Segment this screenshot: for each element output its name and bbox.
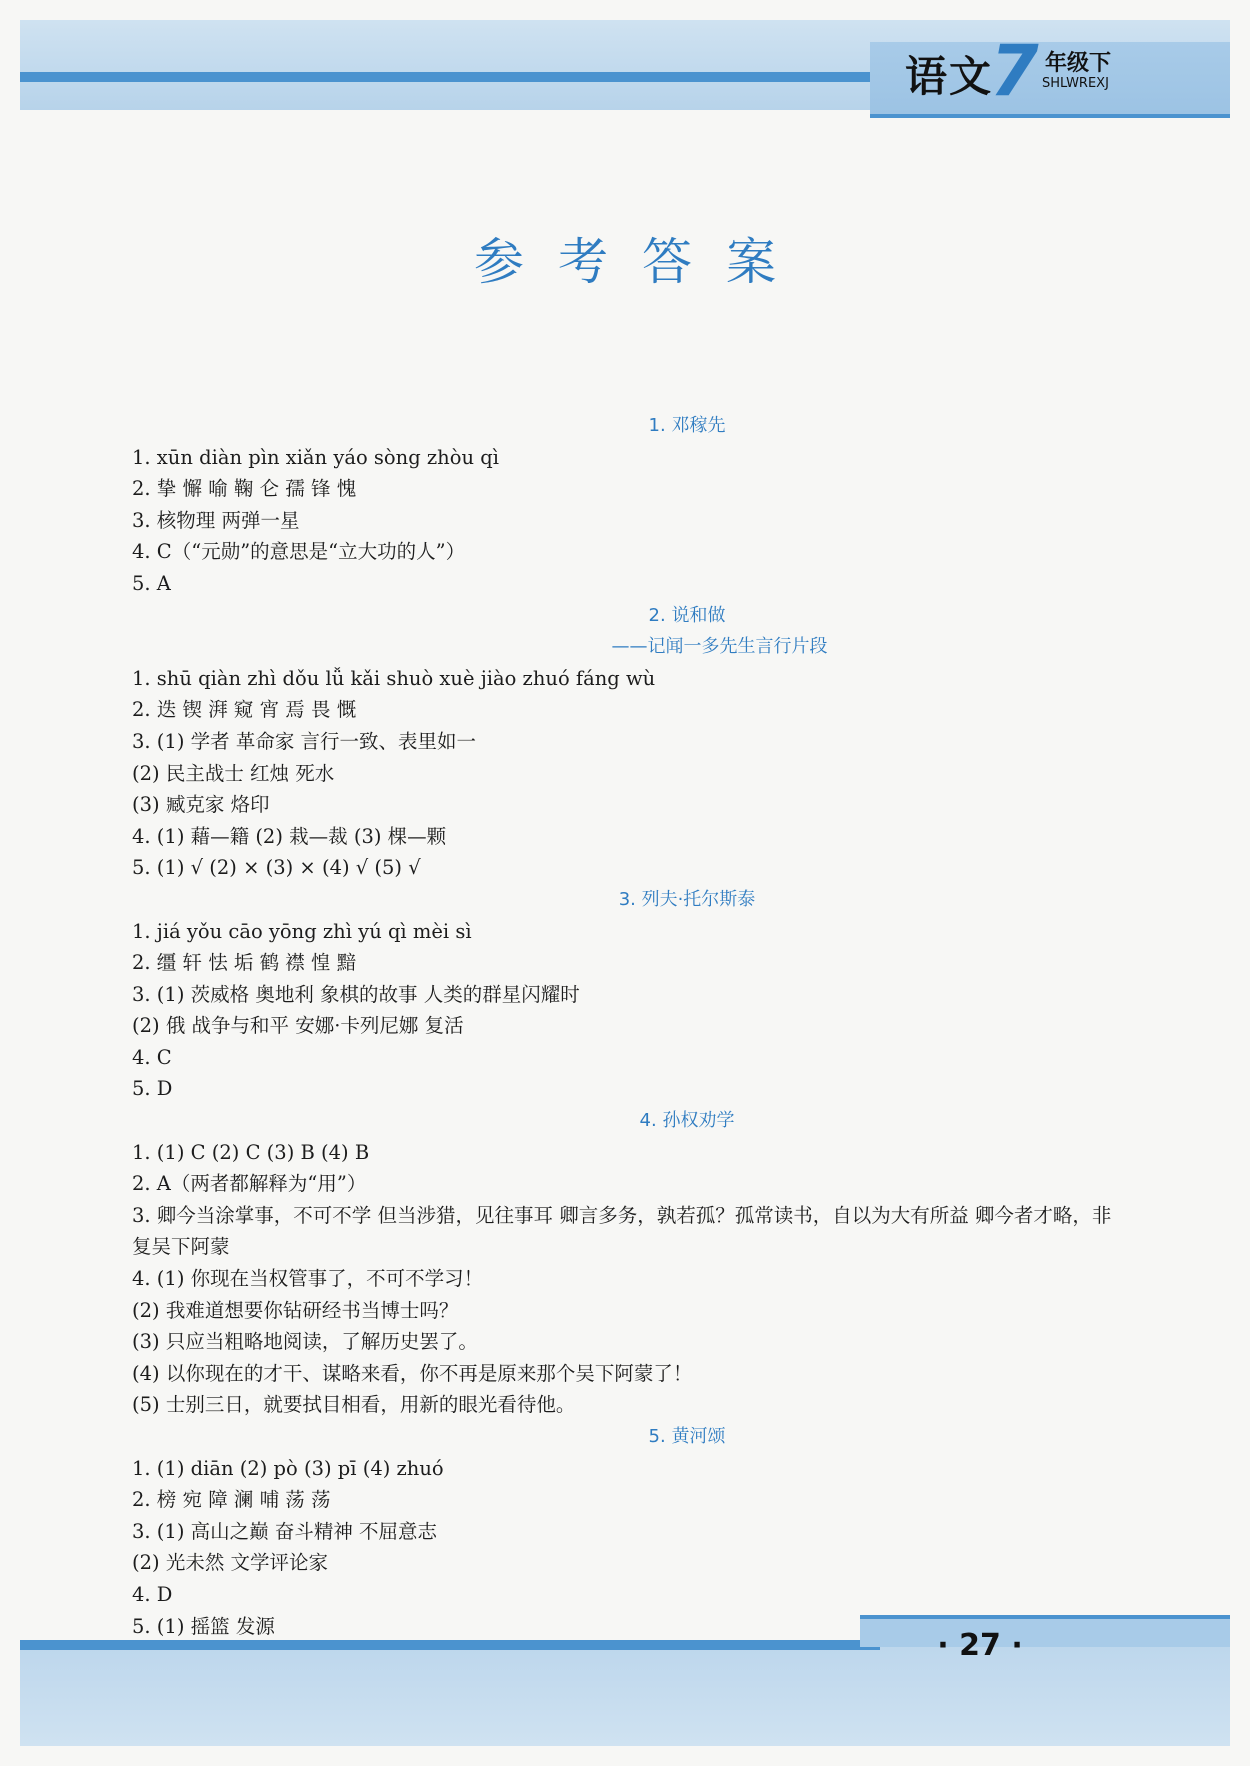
header-stripe <box>20 72 890 82</box>
answer-line: 3. (1) 茨威格 奥地利 象棋的故事 人类的群星闪耀时 <box>132 982 580 1006</box>
subject-label: 语文 <box>905 52 994 101</box>
section-heading: 5. 黄河颂 <box>648 1426 726 1447</box>
section-heading: 4. 孙权劝学 <box>639 1110 735 1132</box>
answer-line: 3. (1) 高山之巅 奋斗精神 不屈意志 <box>132 1519 438 1543</box>
answer-line: 4. (1) 你现在当权管事了，不可不学习！ <box>132 1267 484 1291</box>
answer-line: (2) 光未然 文学评论家 <box>132 1551 329 1575</box>
answer-line: (2) 民主战士 红烛 死水 <box>132 761 335 785</box>
answer-line: 4. (1) 藉—籍 (2) 栽—裁 (3) 棵—颗 <box>132 824 447 848</box>
answer-line: 1. shū qiàn zhì dǒu lǚ kǎi shuò xuè jiào zhuó fáng wù <box>132 666 656 690</box>
footer-tab <box>860 1615 1230 1647</box>
footer-stripe <box>20 1640 880 1650</box>
answer-line: 2. 挚 懈 喻 鞠 仑 孺 锋 愧 <box>132 477 357 501</box>
answer-content <box>132 410 1122 1642</box>
answer-line: 4. C（“元勋”的意思是“立大功的人”） <box>132 540 466 564</box>
answer-line: (3) 只应当粗略地阅读，了解历史罢了。 <box>132 1330 478 1354</box>
grade-number: 7 <box>990 30 1039 112</box>
answer-line: 5. (1) 摇篮 发源 <box>132 1614 275 1638</box>
answer-line: (2) 我难道想要你钻研经书当博士吗？ <box>132 1298 459 1322</box>
answer-line: (5) 士别三日，就要拭目相看，用新的眼光看待他。 <box>132 1393 576 1417</box>
answer-line: 3. 卿今当涂掌事，不可不学 但当涉猎，见往事耳 卿言多务，孰若孤？孤常读书，自以为大有所益 卿今者才略，非复吴下阿蒙 <box>132 1203 1112 1259</box>
answer-line: 2. 缰 轩 怯 垢 鹤 襟 惶 黯 <box>132 951 357 975</box>
section-subheading: ——记闻一多先生言行片段 <box>611 636 828 658</box>
answer-line: (2) 俄 战争与和平 安娜·卡列尼娜 复活 <box>132 1014 464 1038</box>
answer-line: (3) 臧克家 烙印 <box>132 793 270 817</box>
answer-line: 1. jiá yǒu cāo yōng zhì yú qì mèi sì <box>132 919 472 943</box>
answer-line: 2. 迭 锲 湃 窥 宵 焉 畏 慨 <box>132 698 357 722</box>
section-heading: 2. 说和做 <box>648 604 726 626</box>
answer-line: 4. C <box>132 1045 172 1069</box>
series-code: SHLWREXJ <box>1042 76 1109 91</box>
answer-line: 3. 核物理 两弹一星 <box>132 508 300 532</box>
grade-label: 年级下 <box>1045 51 1112 76</box>
page-number: · 27 · <box>937 1628 1023 1663</box>
section-heading: 1. 邓稼先 <box>648 415 726 436</box>
answer-line: 5. D <box>132 1077 173 1101</box>
answer-line: 2. A（两者都解释为“用”） <box>132 1172 367 1196</box>
answer-line: 1. xūn diàn pìn xiǎn yáo sòng zhòu qì <box>132 445 499 469</box>
answer-line: 5. (1) √ (2) × (3) × (4) √ (5) √ <box>132 856 421 880</box>
answer-line: 3. (1) 学者 革命家 言行一致、表里如一 <box>132 729 477 753</box>
answer-line: 1. (1) diān (2) pò (3) pī (4) zhuó <box>132 1456 444 1480</box>
section-heading: 3. 列夫·托尔斯泰 <box>618 888 756 910</box>
page-title: 参考答案 <box>474 233 810 291</box>
answer-line: 2. 榜 宛 障 澜 哺 荡 荡 <box>132 1488 331 1512</box>
answer-line: 5. A <box>132 571 171 595</box>
footer-band <box>20 1640 1230 1746</box>
answer-line: 1. (1) C (2) C (3) B (4) B <box>132 1140 370 1164</box>
answer-line: (4) 以你现在的才干、谋略来看，你不再是原来那个吴下阿蒙了！ <box>132 1361 693 1385</box>
answer-line: 4. D <box>132 1582 173 1606</box>
